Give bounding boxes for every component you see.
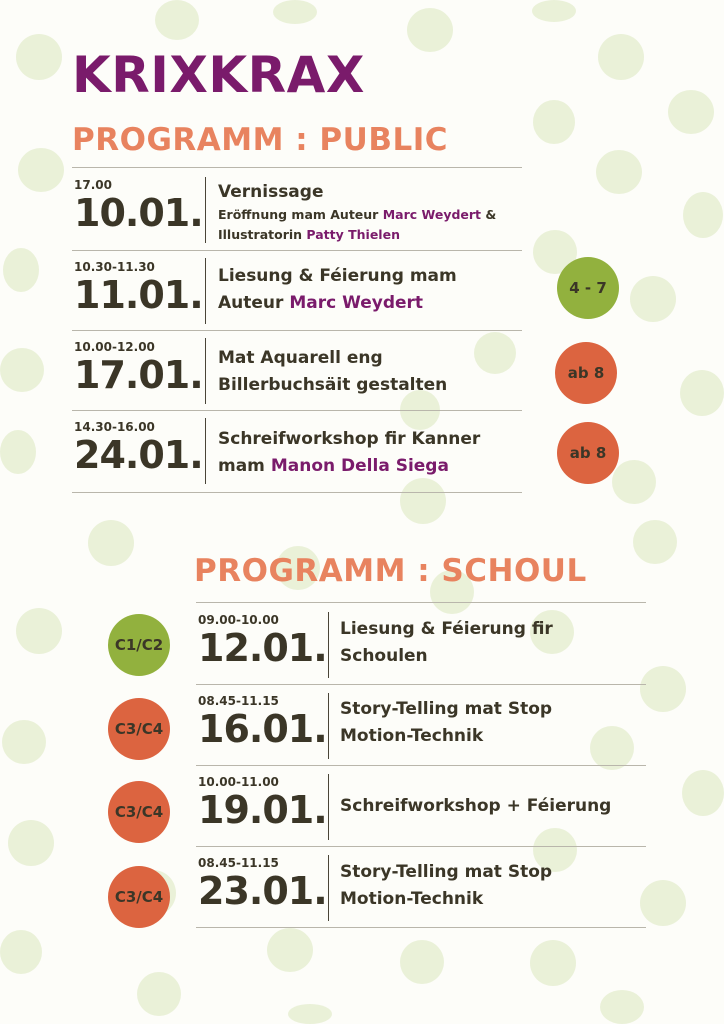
school-event-row	[198, 607, 328, 687]
event-description	[340, 793, 611, 820]
event-text: Mat Aquarell eng	[218, 348, 383, 368]
row-separator	[328, 774, 329, 840]
event-date: 19.01.	[198, 788, 327, 832]
level-badge: C3/C4	[108, 866, 170, 928]
event-text: Auteur	[218, 293, 290, 313]
illustrator-name: Patty Thielen	[306, 227, 400, 242]
instructor-name: Manon Della Siega	[270, 456, 449, 476]
event-description	[218, 263, 457, 317]
event-text: Schoulen	[340, 646, 428, 666]
divider	[72, 330, 522, 331]
school-event-row	[198, 688, 328, 768]
event-text: Schreifworkshop + Féierung	[340, 796, 612, 816]
event-text: Liesung & Féierung fir	[340, 619, 553, 639]
event-date: 23.01.	[198, 869, 327, 913]
event-text: Motion-Technik	[340, 726, 484, 746]
event-text: &	[481, 207, 497, 222]
divider	[196, 684, 646, 685]
event-time: 10.30-11.30	[74, 260, 155, 274]
event-text: Motion-Technik	[340, 889, 484, 909]
row-separator	[205, 177, 206, 243]
divider	[196, 602, 646, 603]
event-description	[218, 345, 447, 399]
event-time: 09.00-10.00	[198, 613, 279, 627]
age-badge: 4 - 7	[557, 257, 619, 319]
row-separator	[205, 258, 206, 324]
event-text: Schreifworkshop fir Kanner	[218, 429, 481, 449]
event-date: 10.01.	[74, 191, 203, 235]
school-event-row	[198, 850, 328, 930]
event-text: Billerbuchsäit gestalten	[218, 375, 448, 395]
school-heading: PROGRAMM : SCHOUL	[194, 553, 587, 589]
event-date: 11.01.	[74, 273, 203, 317]
row-separator	[205, 418, 206, 484]
school-event-row	[198, 769, 328, 849]
event-description	[340, 859, 552, 913]
event-title: Vernissage	[218, 182, 324, 202]
author-name: Marc Weydert	[289, 293, 424, 313]
event-text: mam	[218, 456, 271, 476]
row-separator	[328, 693, 329, 759]
level-badge: C1/C2	[108, 614, 170, 676]
event-date: 17.01.	[74, 353, 203, 397]
row-separator	[328, 855, 329, 921]
age-badge: ab 8	[555, 342, 617, 404]
event-text: Illustratorin	[218, 227, 307, 242]
divider	[72, 410, 522, 411]
author-name: Marc Weydert	[382, 207, 482, 222]
event-time: 17.00	[74, 178, 112, 192]
divider	[72, 250, 522, 251]
level-badge: C3/C4	[108, 781, 170, 843]
divider	[196, 765, 646, 766]
event-description	[218, 179, 496, 245]
event-description	[340, 616, 553, 670]
divider	[72, 167, 522, 168]
event-time: 08.45-11.15	[198, 856, 279, 870]
row-separator	[328, 612, 329, 678]
event-description	[340, 696, 552, 750]
level-badge: C3/C4	[108, 698, 170, 760]
divider	[196, 927, 646, 928]
divider	[72, 492, 522, 493]
page-title: KRIXKRAX	[72, 46, 365, 104]
event-time: 14.30-16.00	[74, 420, 155, 434]
event-text: Eröffnung mam Auteur	[218, 207, 383, 222]
event-date: 24.01.	[74, 433, 203, 477]
event-time: 10.00-11.00	[198, 775, 279, 789]
event-text: Liesung & Féierung mam	[218, 266, 457, 286]
event-text: Story-Telling mat Stop	[340, 699, 553, 719]
event-description	[218, 426, 480, 480]
age-badge: ab 8	[557, 422, 619, 484]
event-time: 10.00-12.00	[74, 340, 155, 354]
event-text: Story-Telling mat Stop	[340, 862, 553, 882]
public-heading: PROGRAMM : PUBLIC	[72, 122, 448, 158]
event-date: 16.01.	[198, 707, 327, 751]
event-date: 12.01.	[198, 626, 327, 670]
divider	[196, 846, 646, 847]
event-time: 08.45-11.15	[198, 694, 279, 708]
row-separator	[205, 338, 206, 404]
